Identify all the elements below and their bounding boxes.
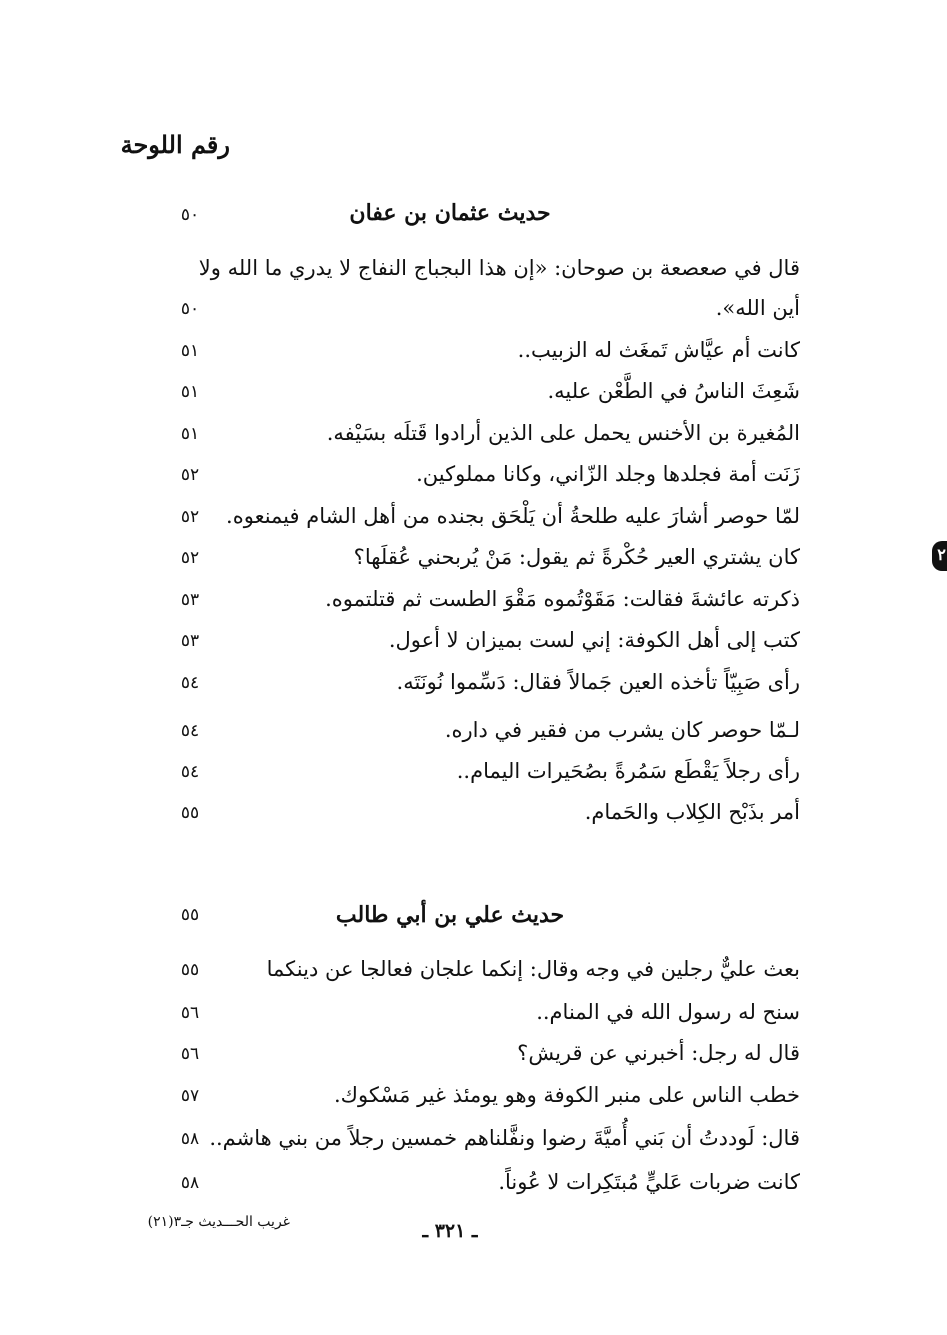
entry-page-number: ٥٣ (180, 631, 200, 651)
entry-page-number: ٥١ (180, 424, 200, 444)
entry-text: لمّا حوصر أشارَ عليه طلحةُ أن يَلْحَق بجنده من أهل الشام فيمنعوه. (226, 504, 800, 528)
entry-text: خطب الناس على منبر الكوفة وهو يومئذ غير مَسْكوك. (334, 1083, 800, 1107)
entry-page-number: ٥٥ (180, 803, 200, 823)
entry-text: قال له رجل: أخبرني عن قريش؟ (517, 1041, 800, 1065)
footer-page-number: ـ ٣٢١ ـ (422, 1220, 478, 1242)
entry-text: كان يشتري العير حُكْرةً ثم يقول: مَنْ يُربحني عُقلَها؟ (353, 545, 800, 569)
entry-page-number: ٥١ (180, 341, 200, 361)
entry-text: كانت ضربات عَليٍّ مُبتَكِرات لا عُوناً. (498, 1170, 800, 1194)
entry-text: قال في صعصعة بن صوحان: «إن هذا البجباج النفاج لا يدري ما الله ولا (198, 256, 800, 280)
entry-page-number: ٥٢ (180, 465, 200, 485)
section-page-number: ٥٥ (180, 905, 200, 925)
section-title: حديث عثمان بن عفان (349, 200, 551, 226)
entry-page-number: ٥٨ (180, 1173, 200, 1193)
page-heading: رقم اللوحة (120, 130, 230, 159)
entry-page-number: ٥٢ (180, 548, 200, 568)
entry-text: قال: لَوددتُ أن بَني أُميَّةَ رضوا ونفَّلناهم خمسين رجلاً من بني هاشم.. (209, 1126, 800, 1150)
entry-page-number: ٥٢ (180, 507, 200, 527)
entry-text: أمر بذَبْح الكِلاب والحَمام. (584, 800, 800, 824)
entry-text: شَعِثَ الناسُ في الطَّعْن عليه. (547, 379, 800, 403)
entry-page-number: ٥٧ (180, 1086, 200, 1106)
entry-text: رأى رجلاً يَقْطَع سَمُرةً بصُحَيرات اليمام.. (456, 759, 800, 783)
section-page-number: ٥٠ (180, 205, 200, 225)
entry-page-number: ٥٤ (180, 721, 200, 741)
entry-text: لـمّا حوصر كان يشرب من فقير في داره. (444, 718, 800, 742)
entry-text: كانت أم عيَّاش تَمغَث له الزبيب.. (517, 338, 800, 362)
edge-thumb-tab-label: ٢ (937, 545, 946, 564)
section-title: حديث علي بن أبي طالب (335, 902, 565, 928)
entry-page-number: ٥٠ (180, 299, 200, 319)
entry-text: كتب إلى أهل الكوفة: إني لست بميزان لا أعول. (388, 628, 800, 652)
entry-text: سنح له رسول الله في المنام.. (536, 1000, 800, 1024)
entry-page-number: ٥٤ (180, 673, 200, 693)
entry-page-number: ٥٦ (180, 1003, 200, 1023)
entry-text: بعث عليٌّ رجلين في وجه وقال: إنكما علجان فعالجا عن دينكما (266, 957, 800, 981)
entry-text: زَنَت أمة فجلدها وجلد الزّاني، وكانا مملوكين. (416, 462, 800, 486)
entry-text: المُغيرة بن الأخنس يحمل على الذين أرادوا قَتلَه بسَيْفه. (326, 421, 800, 445)
entry-text: رأى صَبِيّاً تأخذه العين جَمالاً فقال: دَسِّموا نُونَتَه. (396, 670, 800, 694)
entry-page-number: ٥٥ (180, 960, 200, 980)
entry-page-number: ٥٣ (180, 590, 200, 610)
entry-text-continuation: أين الله». (715, 296, 800, 320)
entry-text: ذكرته عائشةَ فقالت: مَقَوْتُموه مَقْوَ الطست ثم قتلتموه. (325, 587, 800, 611)
entry-page-number: ٥٦ (180, 1044, 200, 1064)
entry-page-number: ٥١ (180, 382, 200, 402)
entry-page-number: ٥٨ (180, 1129, 200, 1149)
footer-book-title: غريب الحـــديث جـ٣(٢١) (147, 1214, 290, 1230)
entry-page-number: ٥٤ (180, 762, 200, 782)
